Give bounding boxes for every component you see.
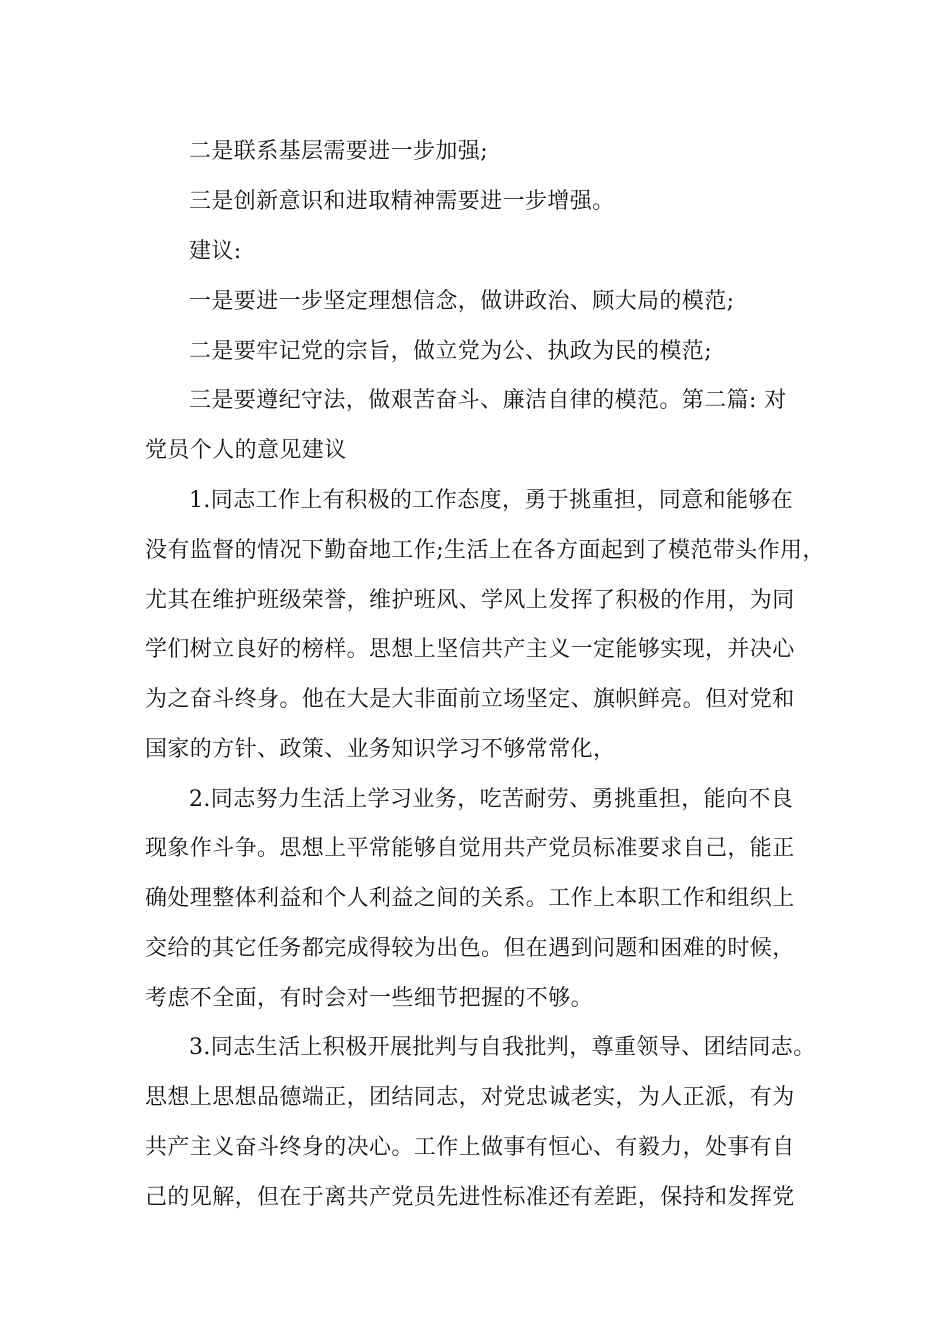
text-line: 二是联系基层需要进一步加强; [189,139,489,164]
text-line: 确处理整体利益和个人利益之间的关系。工作上本职工作和组织上 [145,886,795,911]
text-line: 共产主义奋斗终身的决心。工作上做事有恒心、有毅力，处事有自 [145,1135,795,1160]
text-line: 一是要进一步坚定理想信念，做讲政治、顾大局的模范; [189,289,735,314]
text-line: 1.同志工作上有积极的工作态度，勇于挑重担，同意和能够在 [189,488,794,513]
text-line: 学们树立良好的榜样。思想上坚信共产主义一定能够实现，并决心 [145,637,795,662]
text-line: 交给的其它任务都完成得较为出色。但在遇到问题和困难的时候， [145,936,795,961]
text-line: 二是要牢记党的宗旨，做立党为公、执政为民的模范; [189,339,713,364]
text-line: 为之奋斗终身。他在大是大非面前立场坚定、旗帜鲜亮。但对党和 [145,687,795,712]
text-line: 尤其在维护班级荣誉，维护班风、学风上发挥了积极的作用，为同 [145,588,795,613]
text-line: 建议: [189,239,242,264]
text-line: 没有监督的情况下勤奋地工作;生活上在各方面起到了模范带头作用， [145,538,825,563]
text-line: 考虑不全面，有时会对一些细节把握的不够。 [145,986,594,1011]
text-line: 3.同志生活上积极开展批判与自我批判，尊重领导、团结同志。 [189,1035,816,1060]
text-line: 国家的方针、政策、业务知识学习不够常常化， [145,737,616,762]
text-line: 思想上思想品德端正，团结同志，对党忠诚老实，为人正派，有为 [145,1085,795,1110]
text-line: 三是创新意识和进取精神需要进一步增强。 [189,189,615,214]
text-line: 三是要遵纪守法，做艰苦奋斗、廉洁自律的模范。第二篇: 对 [189,388,787,413]
text-line: 党员个人的意见建议 [145,438,347,463]
text-line: 己的见解，但在于离共产党员先进性标准还有差距，保持和发挥党 [145,1185,795,1210]
text-line: 现象作斗争。思想上平常能够自觉用共产党员标准要求自己，能正 [145,836,795,861]
text-line: 2.同志努力生活上学习业务，吃苦耐劳、勇挑重担，能向不良 [189,787,794,812]
